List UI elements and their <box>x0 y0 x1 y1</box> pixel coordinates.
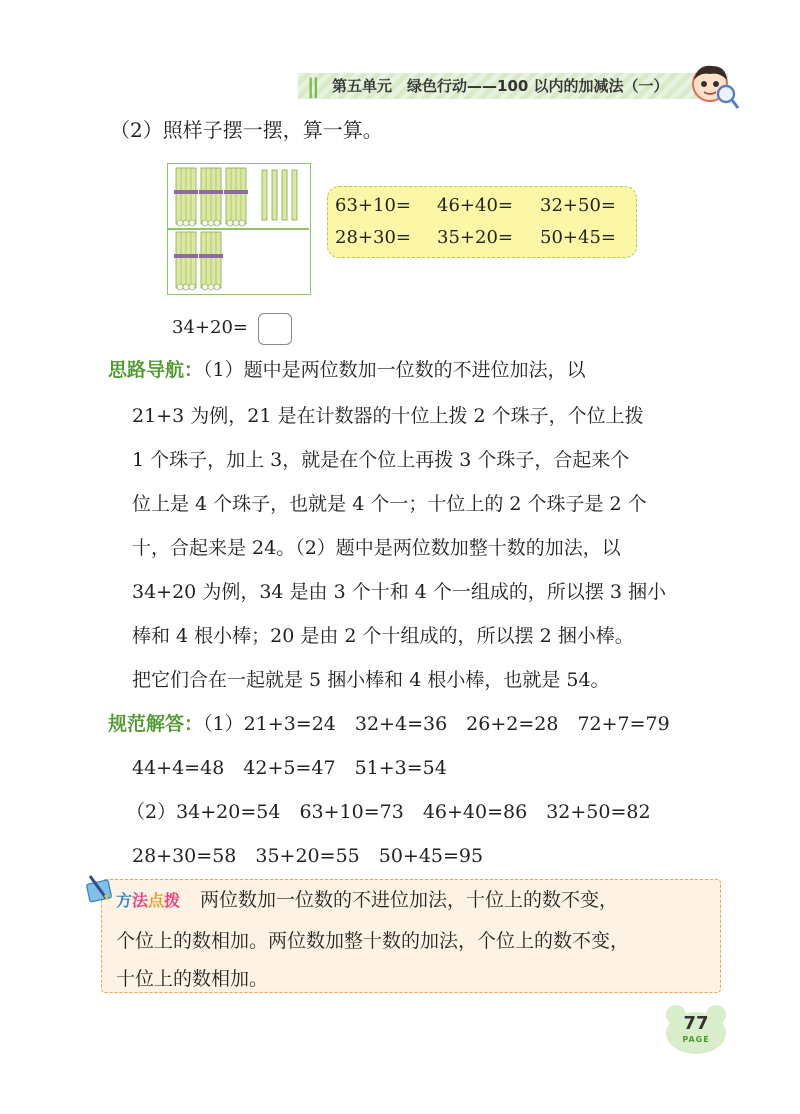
page-number: 77 <box>683 1013 709 1034</box>
tip-line: 十位上的数相加。 <box>116 968 269 990</box>
answer-box[interactable] <box>258 313 292 345</box>
method-tip-label <box>116 888 180 911</box>
answer-line: 44+4=48 42+5=47 51+3=54 <box>132 757 447 779</box>
equation: 63+10= <box>335 195 411 216</box>
tip-label-char: 拨 <box>164 891 181 910</box>
mascot-magnifier-icon <box>690 62 740 110</box>
pen-icon <box>84 872 114 906</box>
guide-line: 位上是 4 个珠子，也就是 4 个一；十位上的 2 个珠子是 2 个 <box>132 493 647 515</box>
grid-divider <box>167 228 309 230</box>
example-equation: 34+20= <box>172 317 248 338</box>
guide-first-line <box>108 357 586 383</box>
answer-first-line <box>108 711 670 737</box>
guide-label: 思路导航： <box>108 359 204 381</box>
unit-title: 第五单元 绿色行动——100 以内的加减法（一） <box>332 77 669 95</box>
page-word: PAGE <box>682 1035 710 1044</box>
equation: 32+50= <box>540 195 616 216</box>
guide-line: 棒和 4 根小棒；20 是由 2 个十组成的，所以摆 2 捆小棒。 <box>132 625 634 647</box>
answer-line: （1）21+3=24 32+4=36 26+2=28 72+7=79 <box>203 713 670 735</box>
answer-line: 28+30=58 35+20=55 50+45=95 <box>132 845 484 867</box>
guide-line: （1）题中是两位数加一位数的不进位加法，以 <box>203 359 586 381</box>
equation: 28+30= <box>335 227 411 248</box>
guide-line: 1 个珠子，加上 3，就是在个位上再拨 3 个珠子，合起来个 <box>132 449 630 471</box>
tip-label-char: 方 <box>116 891 133 910</box>
page-badge <box>663 1003 729 1055</box>
equation: 50+45= <box>540 227 616 248</box>
equation: 46+40= <box>437 195 513 216</box>
answer-label: 规范解答： <box>108 713 204 735</box>
guide-line: 把它们合在一起就是 5 捆小棒和 4 根小棒，也就是 54。 <box>132 669 610 691</box>
tip-line: 个位上的数相加。两位数加整十数的加法，个位上的数不变， <box>116 930 630 952</box>
method-tip-box <box>101 879 721 993</box>
tip-line: 两位数加一位数的不进位加法，十位上的数不变， <box>200 889 619 911</box>
guide-line: 21+3 为例，21 是在计数器的十位上拨 2 个珠子，个位上拨 <box>132 405 644 427</box>
guide-line: 34+20 为例，34 是由 3 个十和 4 个一组成的，所以摆 3 捆小 <box>132 581 667 603</box>
tip-label-char: 点 <box>148 891 165 910</box>
question-2-prompt: （2）照样子摆一摆，算一算。 <box>110 118 383 142</box>
equation-box <box>327 186 637 258</box>
answer-line: （2）34+20=54 63+10=73 46+40=86 32+50=82 <box>126 801 651 823</box>
equation: 35+20= <box>437 227 513 248</box>
guide-line: 十，合起来是 24。（2）题中是两位数加整十数的加法，以 <box>132 537 621 559</box>
header-bars: || <box>307 74 318 98</box>
tip-label-char: 法 <box>132 891 149 910</box>
